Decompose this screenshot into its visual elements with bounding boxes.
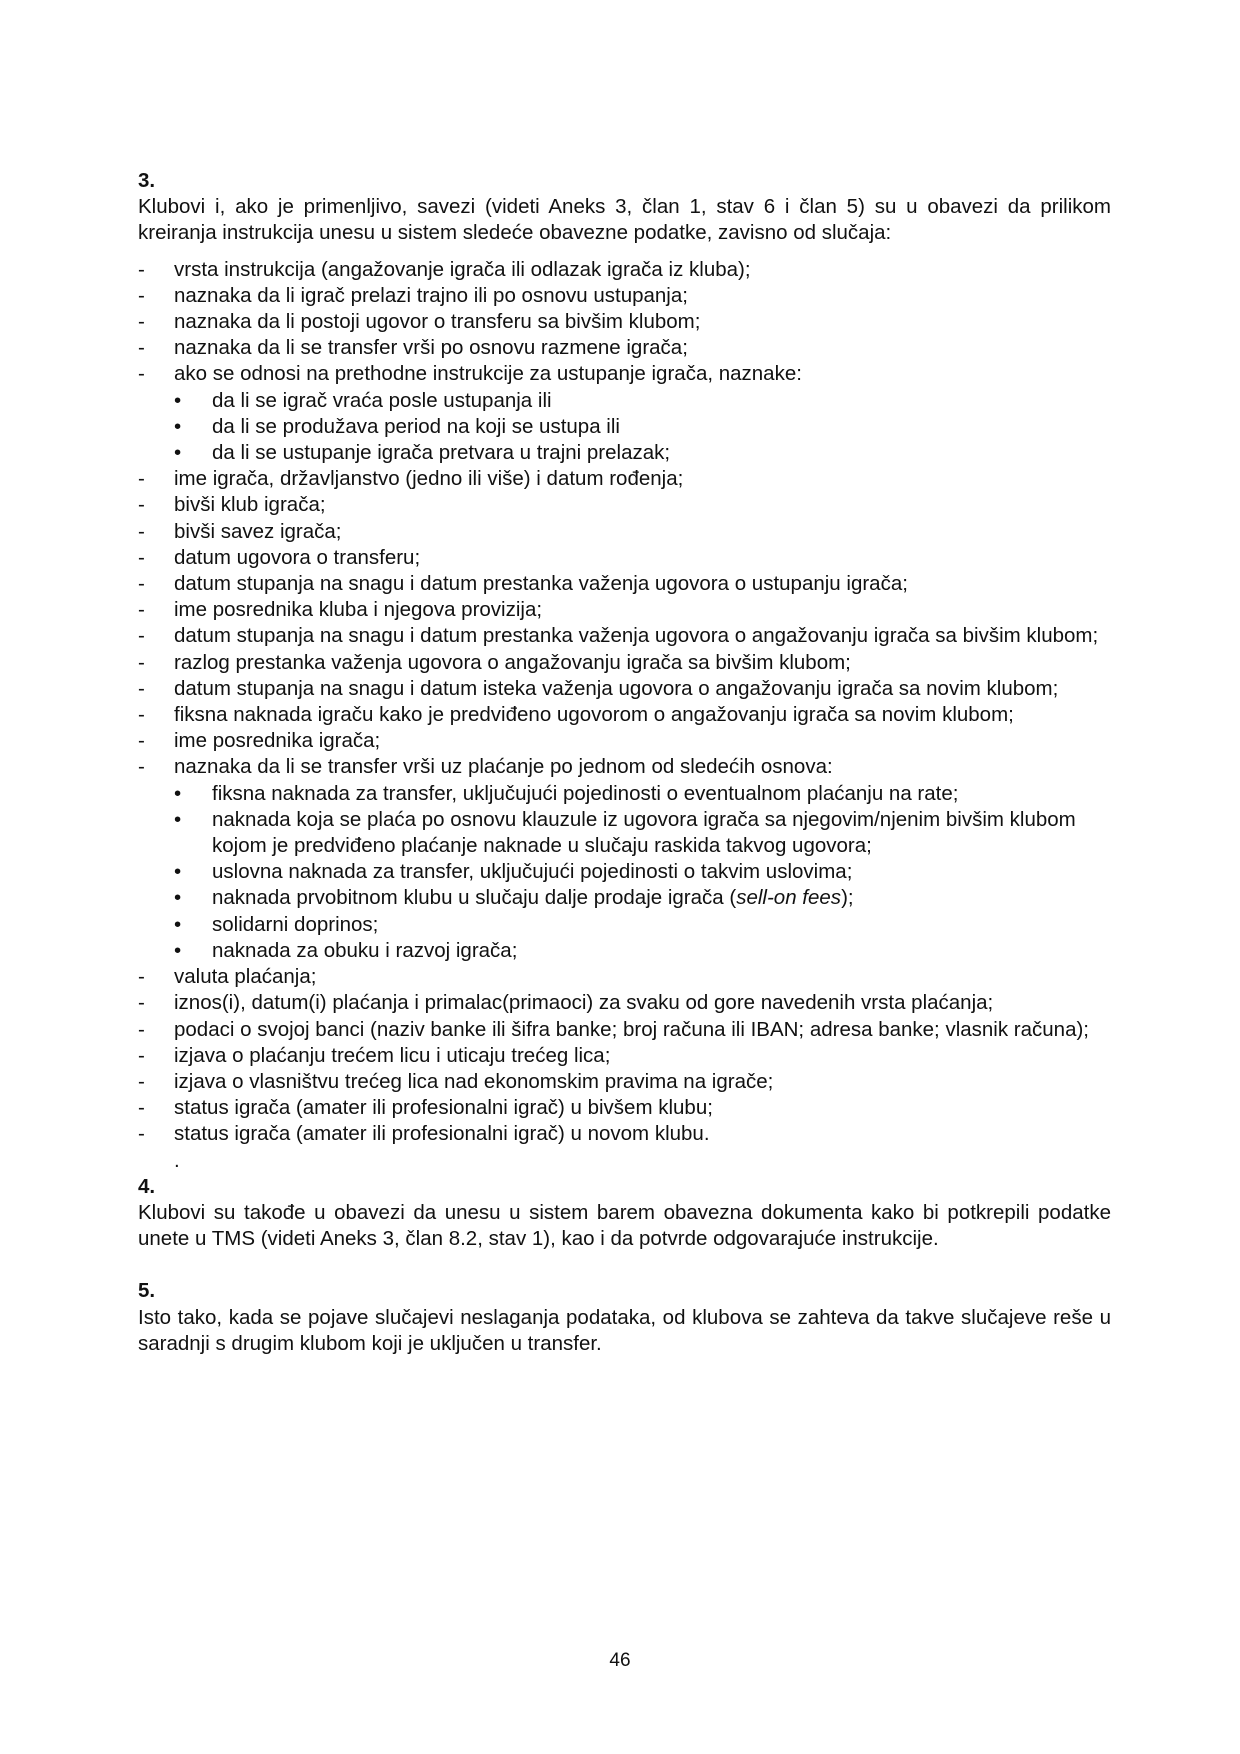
dash-marker: - [138, 703, 145, 727]
page-number: 46 [609, 1650, 631, 1671]
bullet-marker: • [174, 807, 182, 831]
dash-marker: - [138, 965, 145, 989]
sub-list-item: • naknada za obuku i razvoj igrača; [138, 938, 1111, 964]
dash-marker: - [138, 1017, 145, 1041]
section-5-text: Isto tako, kada se pojave slučajevi neslaganja podataka, od klubova se zahteva da takve slučajeve reše u saradnji s drugim klubom koji je uključen u transfer. [138, 1305, 1111, 1355]
list-item: - naznaka da li postoji ugovor o transferu sa bivšim klubom; [138, 309, 1111, 335]
dash-marker: - [138, 755, 145, 779]
list-item: - datum ugovora o transferu; [138, 545, 1111, 571]
list-item: - naznaka da li igrač prelazi trajno ili po osnovu ustupanja; [138, 283, 1111, 309]
dash-marker: - [138, 1043, 145, 1067]
list-item: - status igrača (amater ili profesionalni igrač) u bivšem klubu; [138, 1095, 1111, 1121]
italic-term: sell-on fees [736, 886, 842, 910]
list-item: - bivši klub igrača; [138, 492, 1111, 518]
bullet-marker: • [174, 388, 182, 412]
required-data-list-end [138, 964, 1111, 1147]
dash-marker: - [138, 362, 145, 386]
bullet-marker: • [174, 938, 182, 962]
dash-marker: - [138, 624, 145, 648]
list-item: - iznos(i), datum(i) plaćanja i primalac(primaoci) za svaku od gore navedenih vrsta plaćanja; [138, 990, 1111, 1016]
sub-list-item: • fiksna naknada za transfer, uključujući pojedinosti o eventualnom plaćanju na rate; [138, 781, 1111, 807]
dash-marker: - [138, 257, 145, 281]
sub-list-item: • naknada prvobitnom klubu u slučaju dalje prodaje igrača (sell-on fees); [138, 885, 1111, 911]
bullet-marker: • [174, 781, 182, 805]
sub-list-item: • da li se igrač vraća posle ustupanja ili [138, 388, 1111, 414]
dash-marker: - [138, 310, 145, 334]
dash-marker: - [138, 1096, 145, 1120]
dash-marker: - [138, 650, 145, 674]
dash-marker: - [138, 598, 145, 622]
list-item: - vrsta instrukcija (angažovanje igrača ili odlazak igrača iz kluba); [138, 257, 1111, 283]
list-item: - fiksna naknada igraču kako je predviđeno ugovorom o angažovanju igrača sa novim klubom; [138, 702, 1111, 728]
bullet-marker: • [174, 860, 182, 884]
list-item: - podaci o svojoj banci (naziv banke ili šifra banke; broj računa ili IBAN; adresa banke; vlasnik računa); [138, 1017, 1111, 1043]
bullet-marker: • [174, 414, 182, 438]
sub-list-item: • da li se ustupanje igrača pretvara u trajni prelazak; [138, 440, 1111, 466]
stray-period: . [174, 1148, 180, 1172]
dash-marker: - [138, 545, 145, 569]
dash-marker: - [138, 1122, 145, 1146]
list-item: - naznaka da li se transfer vrši po osnovu razmene igrača; [138, 335, 1111, 361]
dash-marker: - [138, 283, 145, 307]
list-item: - izjava o plaćanju trećem licu i uticaju trećeg lica; [138, 1043, 1111, 1069]
bullet-marker: • [174, 912, 182, 936]
list-item: - razlog prestanka važenja ugovora o angažovanju igrača sa bivšim klubom; [138, 650, 1111, 676]
list-item: - ime posrednika igrača; [138, 728, 1111, 754]
list-item: - datum stupanja na snagu i datum prestanka važenja ugovora o ustupanju igrača; [138, 571, 1111, 597]
dash-marker: - [138, 572, 145, 596]
list-item: - ako se odnosi na prethodne instrukcije za ustupanje igrača, naznake: [138, 361, 1111, 387]
document-body [138, 168, 1111, 1357]
list-item: - datum stupanja na snagu i datum isteka važenja ugovora o angažovanju igrača sa novim klubom; [138, 676, 1111, 702]
sub-list-item: • solidarni doprinos; [138, 912, 1111, 938]
bullet-marker: • [174, 886, 182, 910]
list-item: - ime posrednika kluba i njegova provizija; [138, 597, 1111, 623]
required-data-list [138, 257, 1111, 388]
payment-basis-sublist [138, 781, 1111, 964]
loan-sublist [138, 388, 1111, 467]
list-item: - valuta plaćanja; [138, 964, 1111, 990]
dash-marker: - [138, 336, 145, 360]
section-number-4: 4. [138, 1174, 156, 1198]
sub-list-item: • da li se produžava period na koji se ustupa ili [138, 414, 1111, 440]
list-item: - status igrača (amater ili profesionalni igrač) u novom klubu. [138, 1121, 1111, 1147]
list-item: - bivši savez igrača; [138, 519, 1111, 545]
dash-marker: - [138, 991, 145, 1015]
section-number-5: 5. [138, 1279, 156, 1303]
sub-list-item: • uslovna naknada za transfer, uključujući pojedinosti o takvim uslovima; [138, 859, 1111, 885]
section-3-intro: Klubovi i, ako je primenljivo, savezi (videti Aneks 3, član 1, stav 6 i član 5) su u obavezi da prilikom kreiranja instrukcija unesu u sistem sledeće obavezne podatke, zavisno od slučaja: [138, 195, 1111, 245]
dash-marker: - [138, 1069, 145, 1093]
required-data-list-cont [138, 466, 1111, 780]
dash-marker: - [138, 729, 145, 753]
section-4-text: Klubovi su takođe u obavezi da unesu u sistem barem obavezna dokumenta kako bi potkrepili podatke unete u TMS (videti Aneks 3, član 8.2, stav 1), kao i da potvrde odgovarajuće instrukcije. [138, 1200, 1111, 1251]
section-number-3: 3. [138, 169, 156, 192]
list-item: - izjava o vlasništvu trećeg lica nad ekonomskim pravima na igrače; [138, 1069, 1111, 1095]
list-item: - naznaka da li se transfer vrši uz plaćanje po jednom od sledećih osnova: [138, 754, 1111, 780]
bullet-marker: • [174, 441, 182, 465]
dash-marker: - [138, 676, 145, 700]
list-item: - datum stupanja na snagu i datum prestanka važenja ugovora o angažovanju igrača sa bivšim klubom; [138, 623, 1111, 649]
dash-marker: - [138, 493, 145, 517]
dash-marker: - [138, 467, 145, 491]
sub-list-item: • naknada koja se plaća po osnovu klauzule iz ugovora igrača sa njegovim/njenim bivšim klubom kojom je predviđeno plaćanje naknade u slučaju raskida takvog ugovora; [174, 807, 1076, 858]
dash-marker: - [138, 519, 145, 543]
list-item: - ime igrača, državljanstvo (jedno ili više) i datum rođenja; [138, 466, 1111, 492]
